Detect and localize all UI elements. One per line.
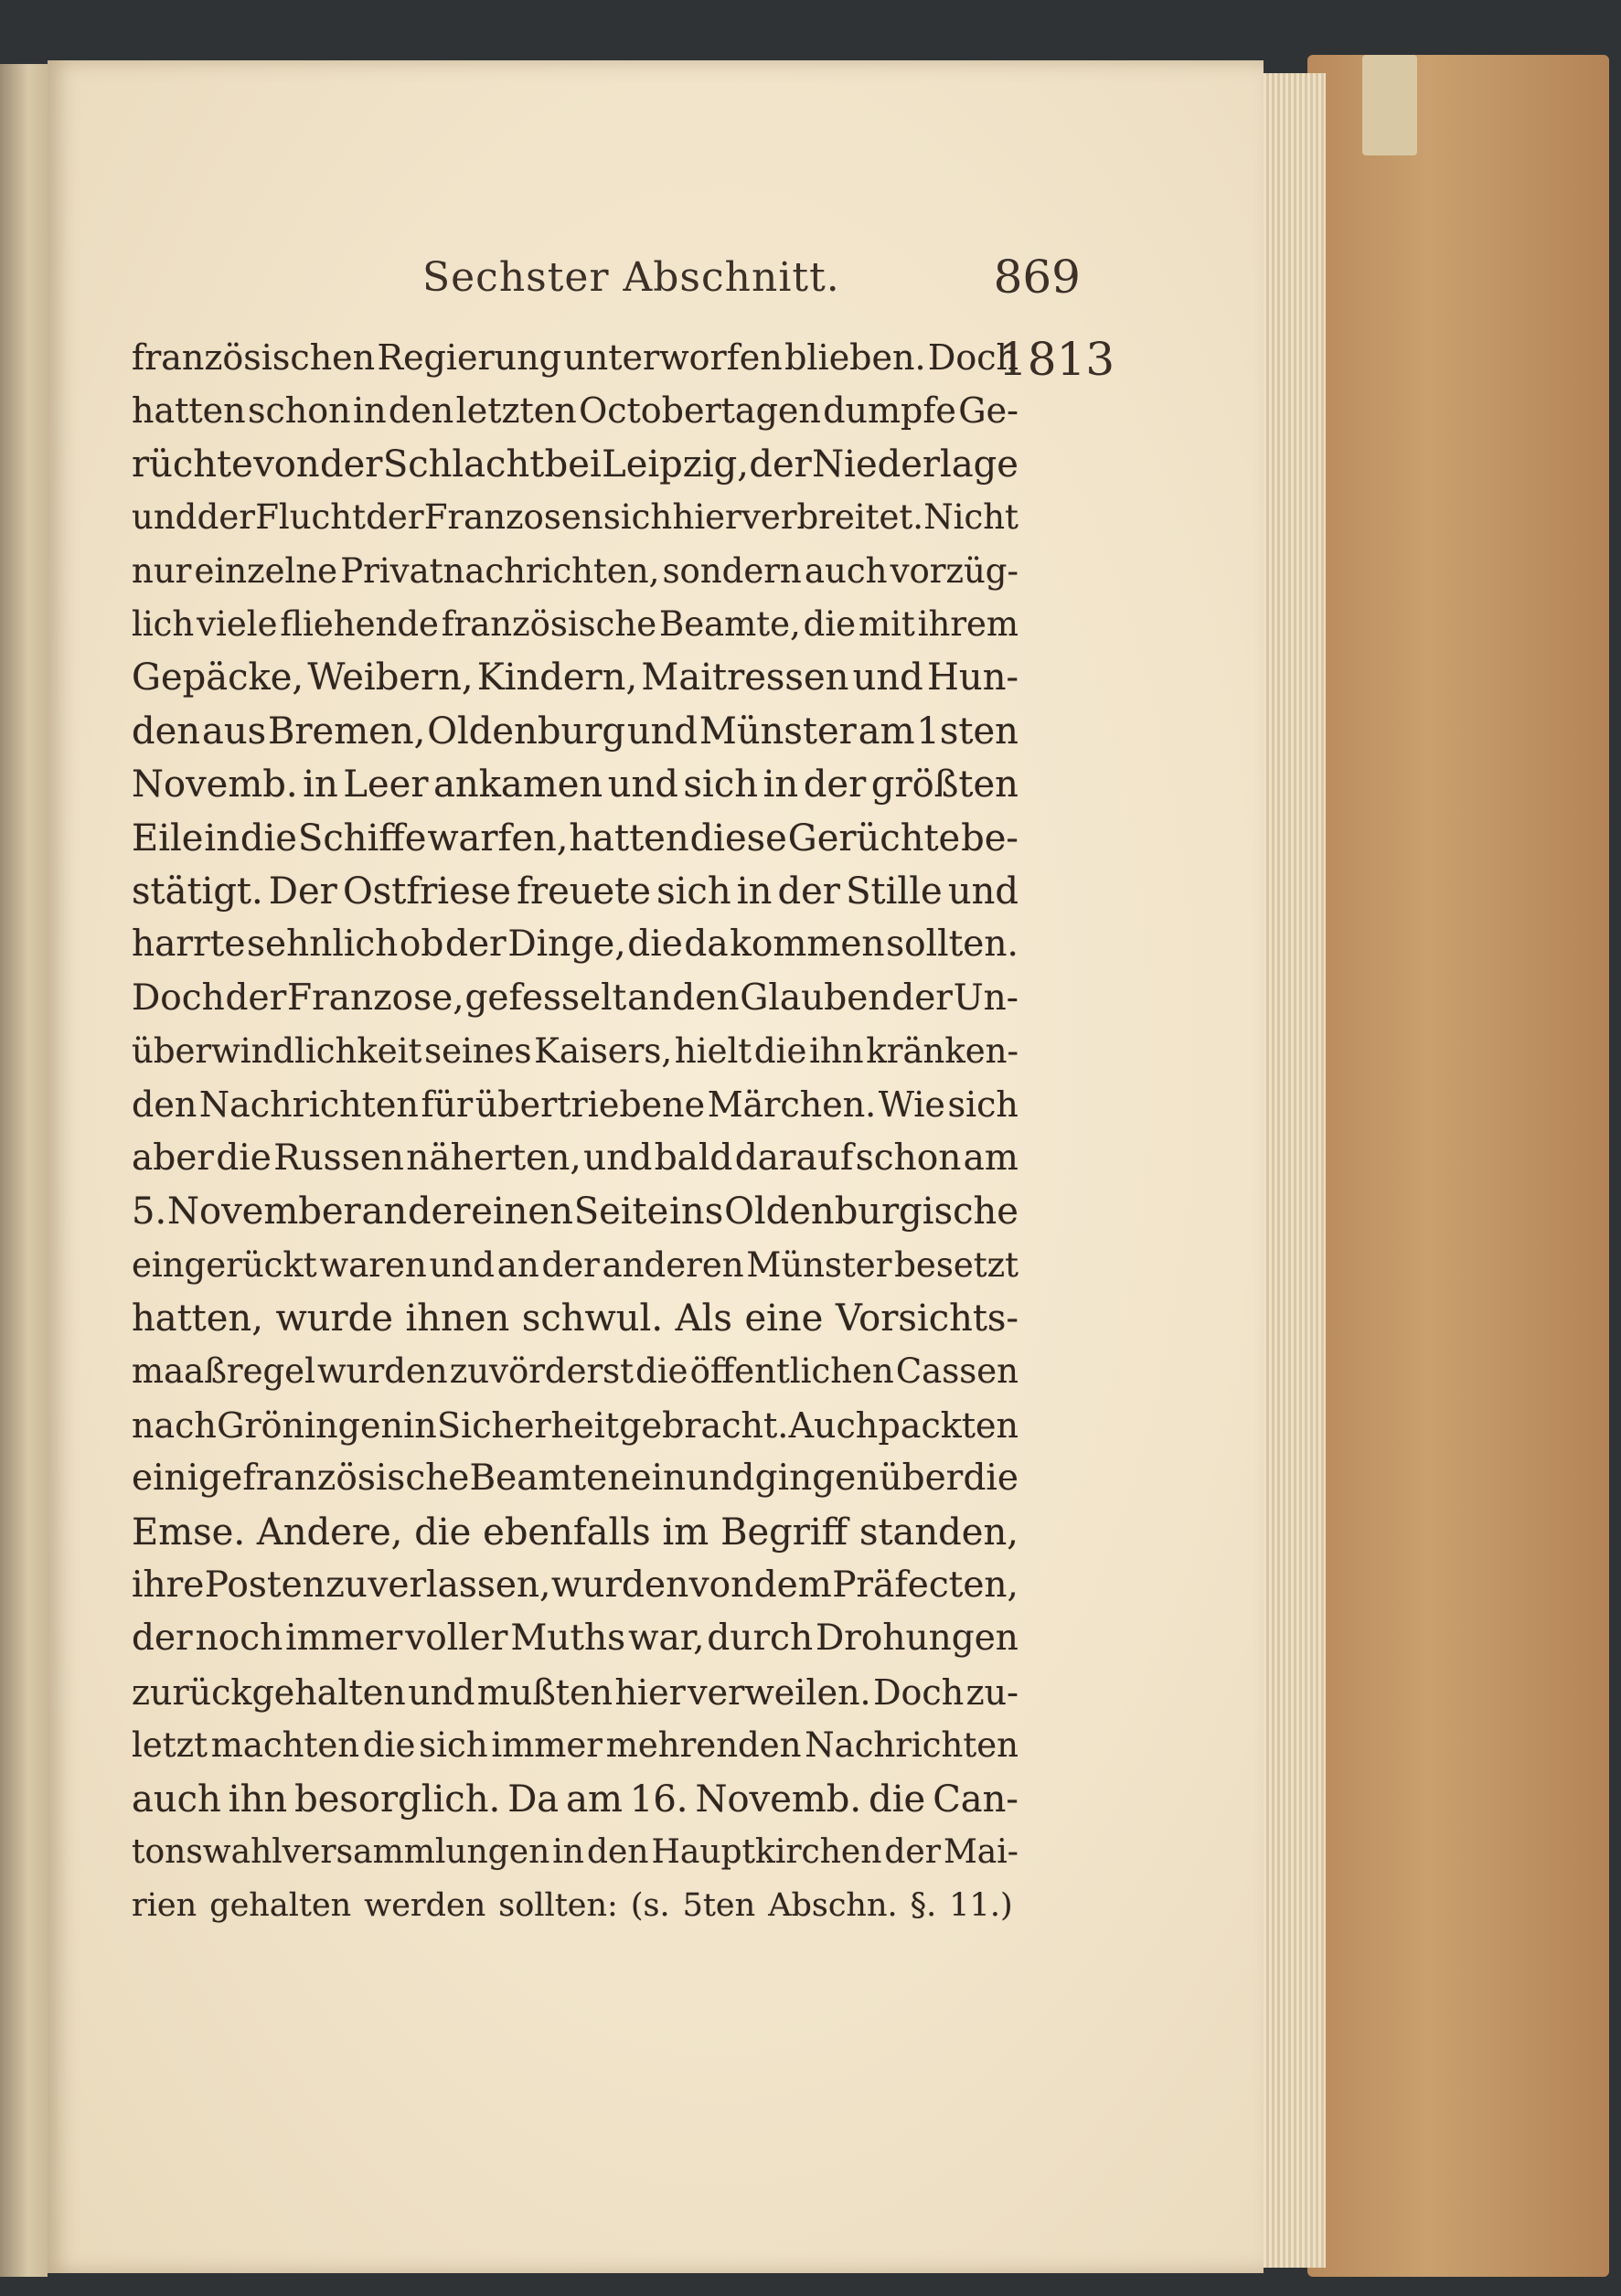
text-line: Gepäcke, Weibern, Kindern, Maitressen und Hun- (132, 657, 1018, 699)
text-line: hatten, wurde ihnen schwul. Als eine Vorsichts- (132, 1298, 1018, 1340)
text-line: Doch der Franzose, gefesselt an den Glauben der Un- (132, 977, 1018, 1019)
page-number: 869 (993, 251, 1081, 304)
text-line: Emse. Andere, die ebenfalls im Begriff standen, (132, 1511, 1018, 1554)
section-title: Sechster Abschnitt. (422, 254, 840, 301)
text-line: aber die Russen näherten, und bald darauf schon am (132, 1137, 1018, 1179)
facing-page-edge (0, 64, 48, 2277)
text-line: rien gehalten werden sollten: (s. 5ten Abschn. §. 11.) (132, 1887, 1013, 1925)
text-line: harrte sehnlich ob der Dinge, die da kommen sollten. (132, 924, 1018, 966)
text-line: Eile in die Schiffe warfen, hatten diese Gerüchte be- (132, 817, 1018, 860)
text-line: eingerückt waren und an der anderen Münster besetzt (132, 1244, 1018, 1285)
text-line: 5. November an der einen Seite ins Oldenburgische (132, 1191, 1018, 1233)
text-line: zurückgehalten und mußten hier verweilen. Doch zu- (132, 1671, 1018, 1713)
running-header (386, 243, 1081, 316)
text-line: französischen Regierung unterworfen blieben. Doch (132, 337, 1018, 378)
text-line: überwindlichkeit seines Kaisers, hielt die ihn kränken- (132, 1031, 1018, 1072)
text-line: rüchte von der Schlacht bei Leipzig, der Niederlage (132, 443, 1018, 486)
text-line: der noch immer voller Muths war, durch Drohungen (132, 1618, 1018, 1660)
text-line: maaßregel wurden zuvörderst die öffentlichen Cassen (132, 1351, 1018, 1392)
text-line: auch ihn besorglich. Da am 16. Novemb. die Can- (132, 1778, 1018, 1821)
text-line: einige französische Beamten ein und gingen über die (132, 1458, 1018, 1500)
text-line: tonswahlversammlungen in den Hauptkirchen der Mai- (132, 1832, 1018, 1871)
text-line: stätigt. Der Ostfriese freuete sich in der Stille und (132, 870, 1018, 913)
text-line: nach Gröningen in Sicherheit gebracht. Auch packten (132, 1404, 1018, 1446)
text-line: den aus Bremen, Oldenburg und Münster am 1sten (132, 710, 1018, 753)
text-line: hatten schon in den letzten Octobertagen dumpfe Ge- (132, 390, 1018, 432)
text-line: letzt machten die sich immer mehrenden Nachrichten (132, 1725, 1018, 1766)
body-text (132, 331, 1018, 1933)
book-page (48, 60, 1264, 2273)
text-line: ihre Posten zu verlassen, wurden von dem Präfecten, (132, 1564, 1018, 1606)
margin-year-note: 1813 (998, 333, 1115, 386)
book-cover-board (1307, 55, 1609, 2277)
text-line: nur einzelne Privatnachrichten, sondern auch vorzüg- (132, 550, 1018, 591)
text-line: lich viele fliehende französische Beamte, die mit ihrem (132, 603, 1018, 644)
text-line: und der Flucht der Franzosen sich hier verbreitet. Nicht (132, 497, 1018, 538)
text-line: Novemb. in Leer ankamen und sich in der größten (132, 764, 1018, 806)
cover-corner-tab (1362, 55, 1417, 155)
text-line: den Nachrichten für übertriebene Märchen. Wie sich (132, 1084, 1018, 1126)
page-edges (1253, 73, 1326, 2268)
